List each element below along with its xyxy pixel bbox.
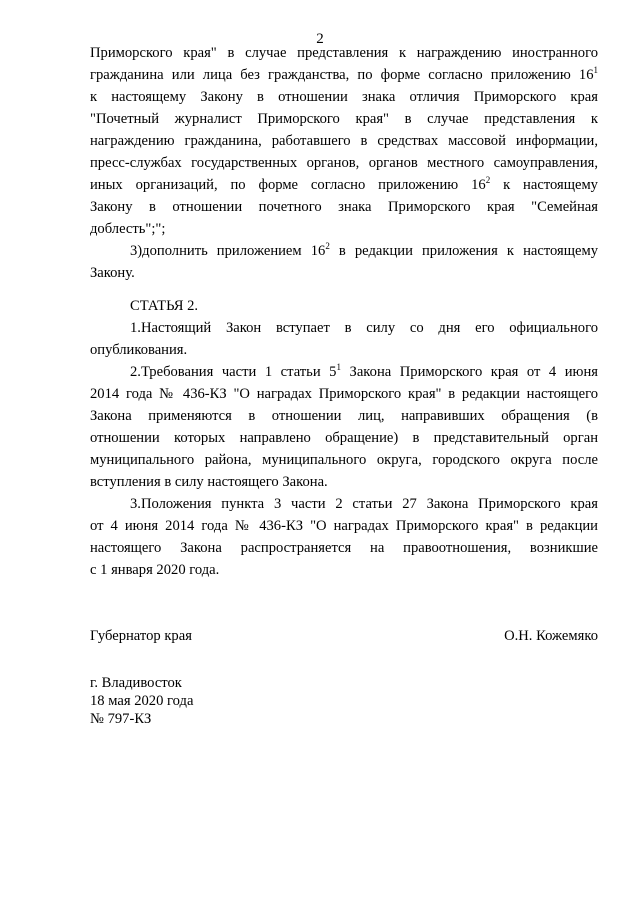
text-line: 2014 года № 436-КЗ "О наградах Приморского края" в редакции настоящего (90, 386, 598, 402)
text-line: доблесть";"; (90, 221, 166, 237)
text-line: к настоящему Закону в отношении знака отличия Приморского края (90, 89, 598, 105)
text-line: 3.Положения пункта 3 части 2 статьи 27 Закона Приморского края (130, 496, 598, 512)
text-line: 3)дополнить приложением $16^2$ в редакции приложения к настоящему (130, 241, 598, 259)
text-line: Закону. (90, 265, 135, 281)
signatory-title: Губернатор края (90, 628, 192, 644)
text-line: от 4 июня 2014 года № 436-КЗ "О наградах Приморского края" в редакции (90, 518, 598, 534)
superscript: 2 (485, 175, 491, 185)
place-of-signing: г. Владивосток (90, 675, 182, 691)
article-heading: СТАТЬЯ 2. (130, 298, 199, 314)
text-line: опубликования. (90, 342, 188, 358)
text-line: Приморского края" в случае представления к награждению иностранного (90, 45, 598, 61)
signatory-name: О.Н. Кожемяко (504, 628, 598, 644)
text-line: муниципального района, муниципального округа, городского округа после (90, 452, 598, 468)
page-number: 2 (316, 31, 324, 47)
text-line: пресс-службах государственных органов, органов местного самоуправления, (90, 155, 598, 171)
text-line: 2.Требования части 1 статьи $5^1$ Закона Приморского края от 4 июня (130, 362, 598, 380)
text-line: с 1 января 2020 года. (90, 562, 220, 578)
superscript: 1 (593, 65, 598, 75)
text-line: вступления в силу настоящего Закона. (90, 474, 328, 490)
text-line: "Почетный журналист Приморского края" в случае представления к (90, 111, 598, 127)
law-number: № 797-КЗ (90, 711, 152, 727)
text-line: Закону в отношении почетного знака Приморского края "Семейная (90, 199, 598, 215)
signing-date: 18 мая 2020 года (90, 693, 194, 709)
superscript: 2 (325, 241, 330, 251)
text-line: настоящего Закона распространяется на правоотношения, возникшие (90, 540, 598, 556)
text-line: иных организаций, по форме согласно приложению $16^2$ к настоящему (90, 175, 598, 193)
text-line: отношении которых направлено обращение) в представительный орган (90, 430, 598, 446)
text-line: 1.Настоящий Закон вступает в силу со дня его официального (130, 320, 598, 336)
superscript: 1 (336, 362, 341, 372)
text-line: Закона применяются в отношении лиц, направивших обращения (в (90, 408, 598, 424)
text-line: награждению гражданина, работавшего в средствах массовой информации, (90, 133, 598, 149)
text-line: гражданина или лица без гражданства, по форме согласно приложению $16^1$ (90, 65, 598, 83)
